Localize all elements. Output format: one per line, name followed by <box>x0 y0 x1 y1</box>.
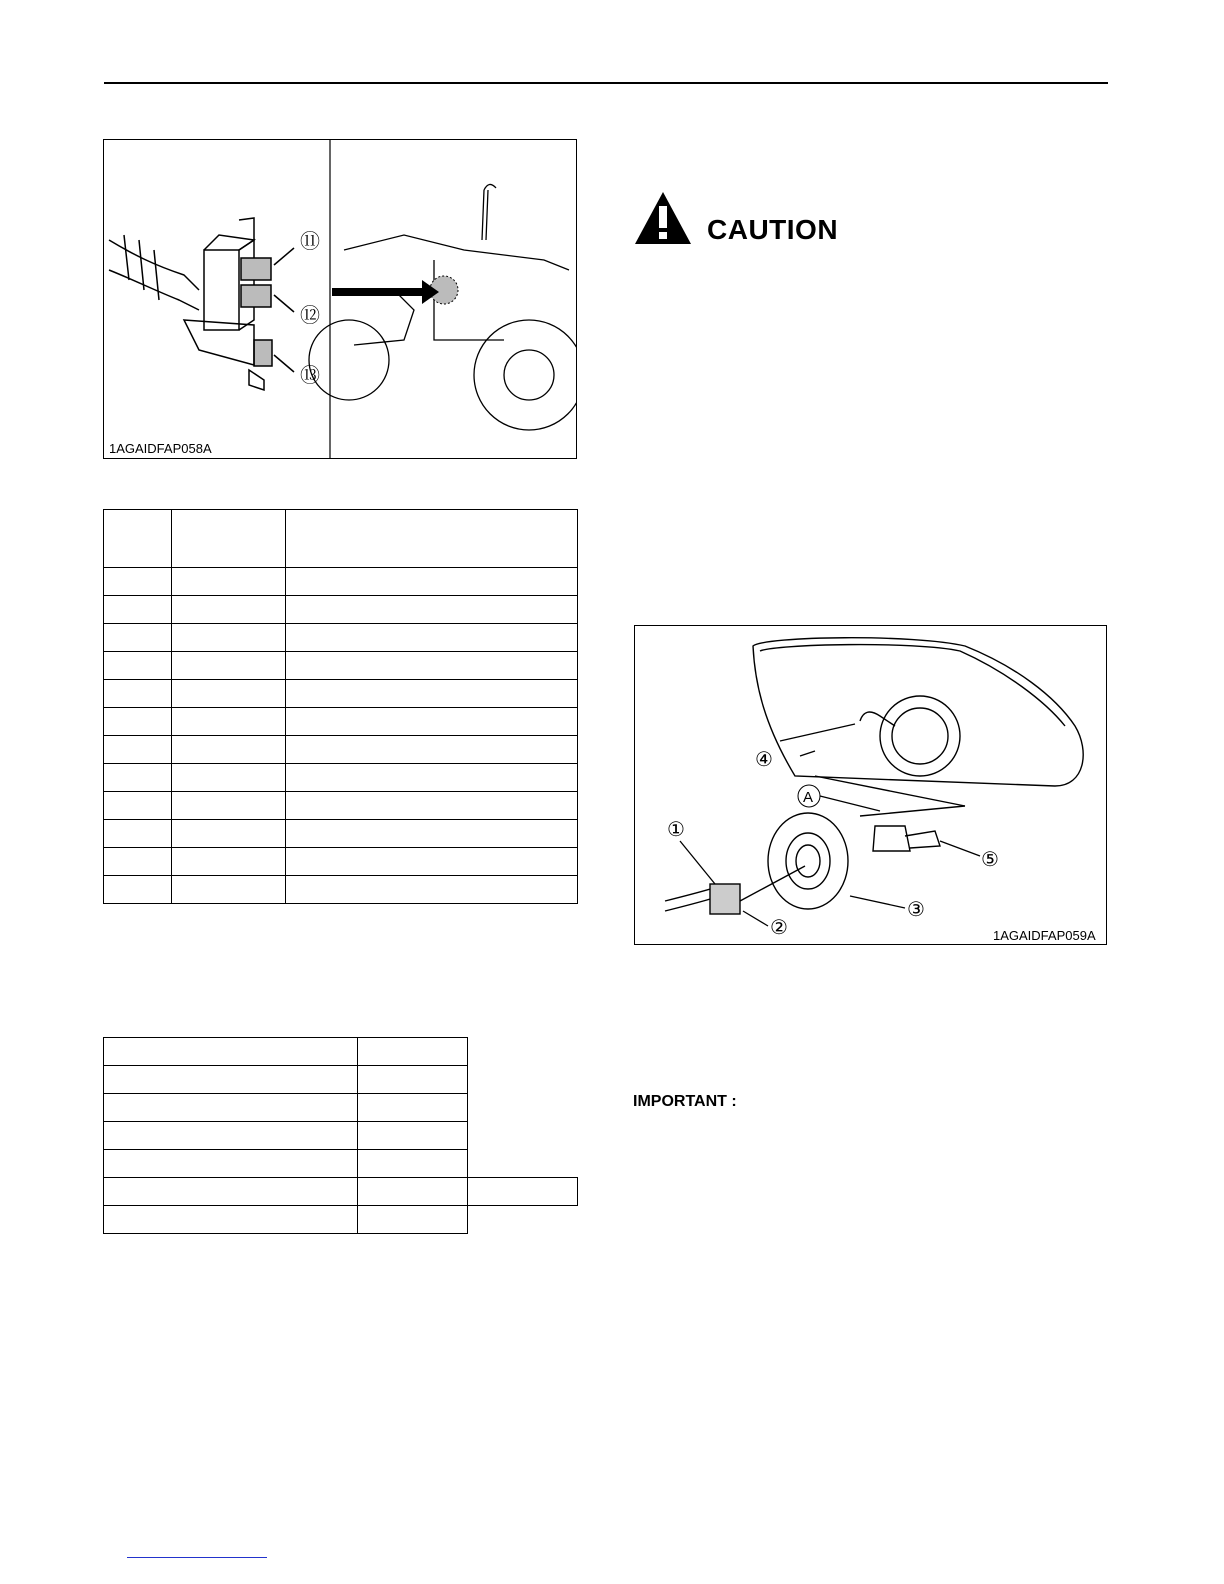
caution-block <box>633 190 893 250</box>
figure-relay-location <box>103 139 577 459</box>
callout-5: ⑤ <box>981 847 999 871</box>
relay-illustration <box>104 140 576 458</box>
callout-2: ② <box>770 915 788 939</box>
table-1 <box>103 509 578 904</box>
figure-headlight-bulb <box>634 625 1107 945</box>
header-rule <box>104 82 1108 84</box>
headlight-illustration <box>635 626 1106 944</box>
callout-1: ① <box>667 817 685 841</box>
callout-13: ⑬ <box>300 363 320 387</box>
callout-a: A <box>803 789 814 806</box>
callout-4: ④ <box>755 747 773 771</box>
table-2 <box>103 1037 578 1234</box>
callout-11: ⑪ <box>300 229 320 253</box>
callout-12: ⑫ <box>300 303 320 327</box>
figure-code: 1AGAIDFAP058A <box>109 441 212 456</box>
caution-label: CAUTION <box>707 214 839 245</box>
important-label: IMPORTANT : <box>633 1093 737 1110</box>
warning-triangle-icon <box>633 190 693 246</box>
footer-link-underline[interactable] <box>127 1557 267 1558</box>
callout-3: ③ <box>907 897 925 921</box>
figure-code: 1AGAIDFAP059A <box>993 928 1096 943</box>
